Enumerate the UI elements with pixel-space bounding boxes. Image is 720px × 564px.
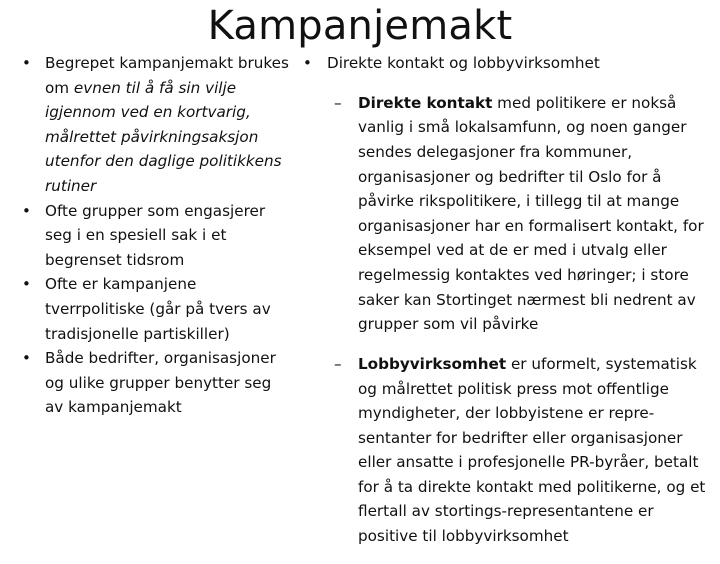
sub-bullet-lobbying	[300, 352, 716, 549]
dash-marker: –	[334, 93, 342, 112]
bullet-cross-party	[18, 272, 290, 346]
bullet-campaign-power-definition	[18, 51, 290, 199]
definition-italic-text: evnen til å få sin vilje igjennom ved en kortvarig, målrettet påvirkningsaksjon utenfor den daglige politikkens rutiner	[45, 78, 282, 195]
right-column	[300, 51, 716, 564]
bullet-marker: •	[303, 54, 312, 72]
sub-bullet-bold-term: Direkte kontakt	[358, 93, 493, 112]
bullet-marker: •	[22, 275, 31, 294]
heading-text: Direkte kontakt og lobbyvirksomhet	[327, 54, 600, 72]
sub-bullet-text: med politikere er nokså vanlig i små lokalsamfunn, og noen ganger sendes delegasjoner fra kommuner, organisasjoner og bedrifter til Oslo for å påvirke rikspolitikere, i tillegg til at mange organisasjoner har en formalisert kontakt, for eksempel ved at de er med i utvalg eller regelmessig kontaktes ved høringer; i store saker kan Stortinget nærmest bli nedrent av grupper som vil påvirke	[358, 93, 704, 334]
bullet-marker: •	[22, 349, 31, 368]
definition-text: Begrepet kampanjemakt brukes om	[45, 54, 289, 97]
bullet-direct-contact-heading	[300, 51, 716, 76]
bullet-marker: •	[22, 54, 31, 72]
bullet-actors	[18, 346, 290, 420]
sub-bullet-text: er uformelt, systematisk og målrettet politisk press mot offentlige myndigheter, der lobbyistene er repre-sentanter for bedrifter eller organisasjoner eller ansatte i profesjonelle PR-byråer, betalt for å ta direkte kontakt med politikerne, og et flertall av stortings-representantene er positive til lobbyvirksomhet	[358, 354, 706, 546]
bullet-text: Ofte er kampanjene tverrpolitiske (går på tvers av tradisjonelle partiskiller)	[45, 275, 271, 343]
bullet-groups	[18, 199, 290, 273]
bullet-marker: •	[22, 201, 31, 220]
bullet-text: Ofte grupper som engasjerer seg i en spesiell sak i et begrenset tidsrom	[45, 201, 266, 269]
sub-bullet-bold-term: Lobbyvirksomhet	[358, 354, 507, 373]
left-column	[18, 51, 290, 420]
slide-title: Kampanjemakt	[207, 3, 513, 49]
bullet-text: Både bedrifter, organisasjoner og ulike grupper benytter seg av kampanjemakt	[45, 349, 276, 417]
sub-bullet-direct-contact	[300, 91, 716, 337]
dash-marker: –	[334, 354, 342, 373]
